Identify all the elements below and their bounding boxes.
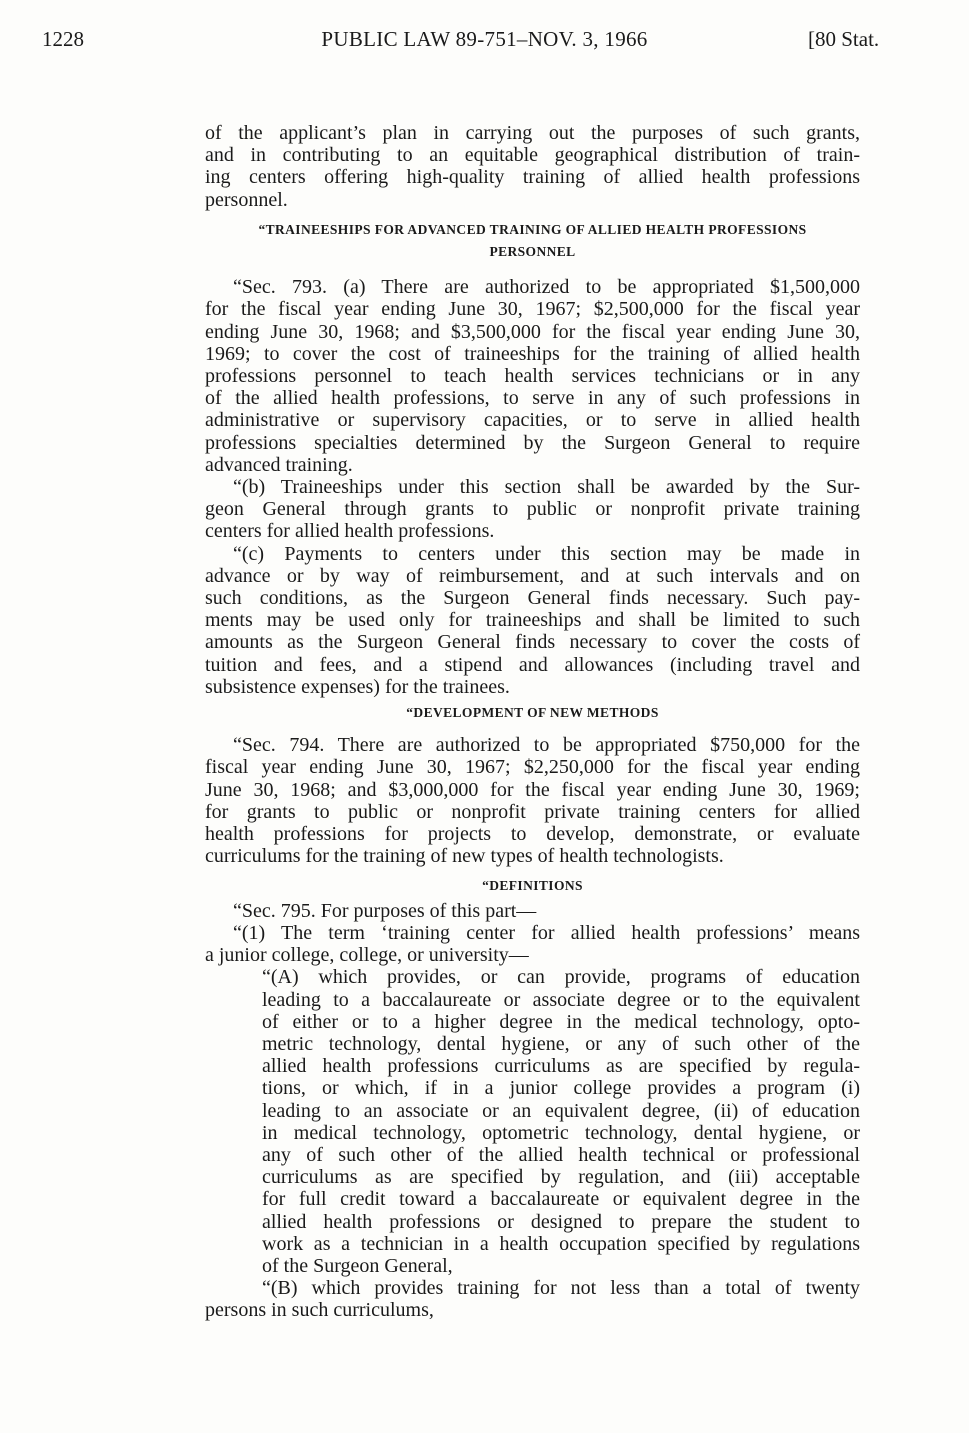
text-line: advance or by way of reimbursement, and at such intervals and on (205, 564, 860, 587)
text-line: subsistence expenses) for the trainees. (205, 675, 510, 698)
section-793-a (205, 276, 860, 476)
text-line: “(B) which provides training for not less than a total of twenty (262, 1277, 860, 1300)
text-line: work as a technician in a health occupation specified by regulations (262, 1232, 860, 1255)
section-795-1 (205, 922, 860, 966)
text-line: “Sec. 795. For purposes of this part— (233, 899, 537, 922)
text-line: professions specialties determined by the Surgeon General to require (205, 431, 860, 454)
text-line: centers for allied health professions. (205, 520, 495, 543)
text-line: allied health professions curriculums as are specified by regula- (262, 1055, 860, 1078)
text-line: leading to an associate or an equivalent degree, (ii) of education (262, 1099, 860, 1122)
heading-line: “TRAINEESHIPS FOR ADVANCED TRAINING OF ALLIED HEALTH PROFESSIONS (258, 221, 807, 237)
text-line: advanced training. (205, 453, 353, 476)
section-793-b (205, 476, 860, 543)
text-line: June 30, 1968; and $3,000,000 for the fiscal year ending June 30, 1969; (205, 778, 860, 801)
text-line: amounts as the Surgeon General finds necessary to cover the costs of (205, 631, 860, 654)
text-line: of the Surgeon General, (262, 1254, 453, 1277)
document-body (205, 122, 860, 1322)
heading-line: PERSONNEL (489, 244, 576, 260)
text-line: tuition and fees, and a stipend and allowances (including travel and (205, 653, 860, 676)
text-line: leading to a baccalaureate or associate degree or to the equivalent (262, 988, 860, 1011)
text-line: for full credit toward a baccalaureate or equivalent degree in the (262, 1188, 860, 1211)
text-line: “Sec. 793. (a) There are authorized to be appropriated $1,500,000 (233, 276, 860, 299)
text-line: of the applicant’s plan in carrying out the purposes of such grants, (205, 122, 860, 144)
text-line: professions personnel to teach health services technicians or in any (205, 365, 860, 388)
text-line: in medical technology, optometric technology, dental hygiene, or (262, 1121, 860, 1144)
heading-line: “DEFINITIONS (482, 877, 583, 893)
section-793-c (205, 543, 860, 698)
text-line: such conditions, as the Surgeon General finds necessary. Such pay- (205, 587, 860, 610)
text-line: “(c) Payments to centers under this section may be made in (233, 542, 860, 565)
text-line: tions, or which, if in a junior college provides a program (i) (262, 1077, 860, 1100)
text-line: and in contributing to an equitable geographical distribution of train- (205, 144, 860, 167)
text-line: curriculums as are specified by regulation, and (iii) acceptable (262, 1166, 860, 1189)
text-line: any of such other of the allied health technical or professional (262, 1143, 860, 1166)
text-line: 1969; to cover the cost of traineeships for the training of allied health (205, 342, 860, 365)
text-line: allied health professions or designed to prepare the student to (262, 1210, 860, 1233)
section-heading (205, 702, 860, 724)
text-line: of either or to a higher degree in the medical technology, opto- (262, 1010, 860, 1033)
text-line: “(1) The term ‘training center for allied health professions’ means (233, 921, 860, 944)
statute-volume: [80 Stat. (808, 27, 880, 51)
section-heading (205, 219, 860, 263)
section-795-1-a (205, 966, 860, 1277)
text-line: “Sec. 794. There are authorized to be appropriated $750,000 for the (233, 734, 860, 757)
page-number: 1228 (42, 27, 84, 51)
text-line: personnel. (205, 188, 288, 211)
text-line: a junior college, college, or university— (205, 944, 529, 967)
text-line: “(b) Traineeships under this section shall be awarded by the Sur- (233, 476, 860, 499)
text-line: persons in such curriculums, (205, 1299, 434, 1322)
text-line: “(A) which provides, or can provide, programs of education (262, 966, 860, 989)
section-795 (205, 900, 860, 922)
text-line: metric technology, dental hygiene, or any of such other of the (262, 1032, 860, 1055)
text-line: geon General through grants to public or nonprofit private training (205, 498, 860, 521)
section-heading (205, 875, 860, 897)
text-line: ments may be used only for traineeships and shall be limited to such (205, 609, 860, 632)
text-line: for grants to public or nonprofit private training centers for allied (205, 800, 860, 823)
paragraph-continuation (205, 122, 860, 211)
section-794 (205, 734, 860, 867)
text-line: of the allied health professions, to serve in any of such professions in (205, 387, 860, 410)
text-line: administrative or supervisory capacities, or to serve in allied health (205, 409, 860, 432)
text-line: health professions for projects to develop, demonstrate, or evaluate (205, 823, 860, 846)
text-line: fiscal year ending June 30, 1967; $2,250,000 for the fiscal year ending (205, 756, 860, 779)
text-line: for the fiscal year ending June 30, 1967; $2,500,000 for the fiscal year (205, 298, 860, 321)
heading-line: “DEVELOPMENT OF NEW METHODS (406, 705, 659, 721)
text-line: ing centers offering high-quality training of allied health professions (205, 166, 860, 189)
section-795-1-b (205, 1277, 860, 1321)
text-line: ending June 30, 1968; and $3,500,000 for the fiscal year ending June 30, (205, 320, 860, 343)
running-title: PUBLIC LAW 89-751–NOV. 3, 1966 (321, 27, 648, 51)
text-line: curriculums for the training of new types of health technologists. (205, 845, 724, 868)
